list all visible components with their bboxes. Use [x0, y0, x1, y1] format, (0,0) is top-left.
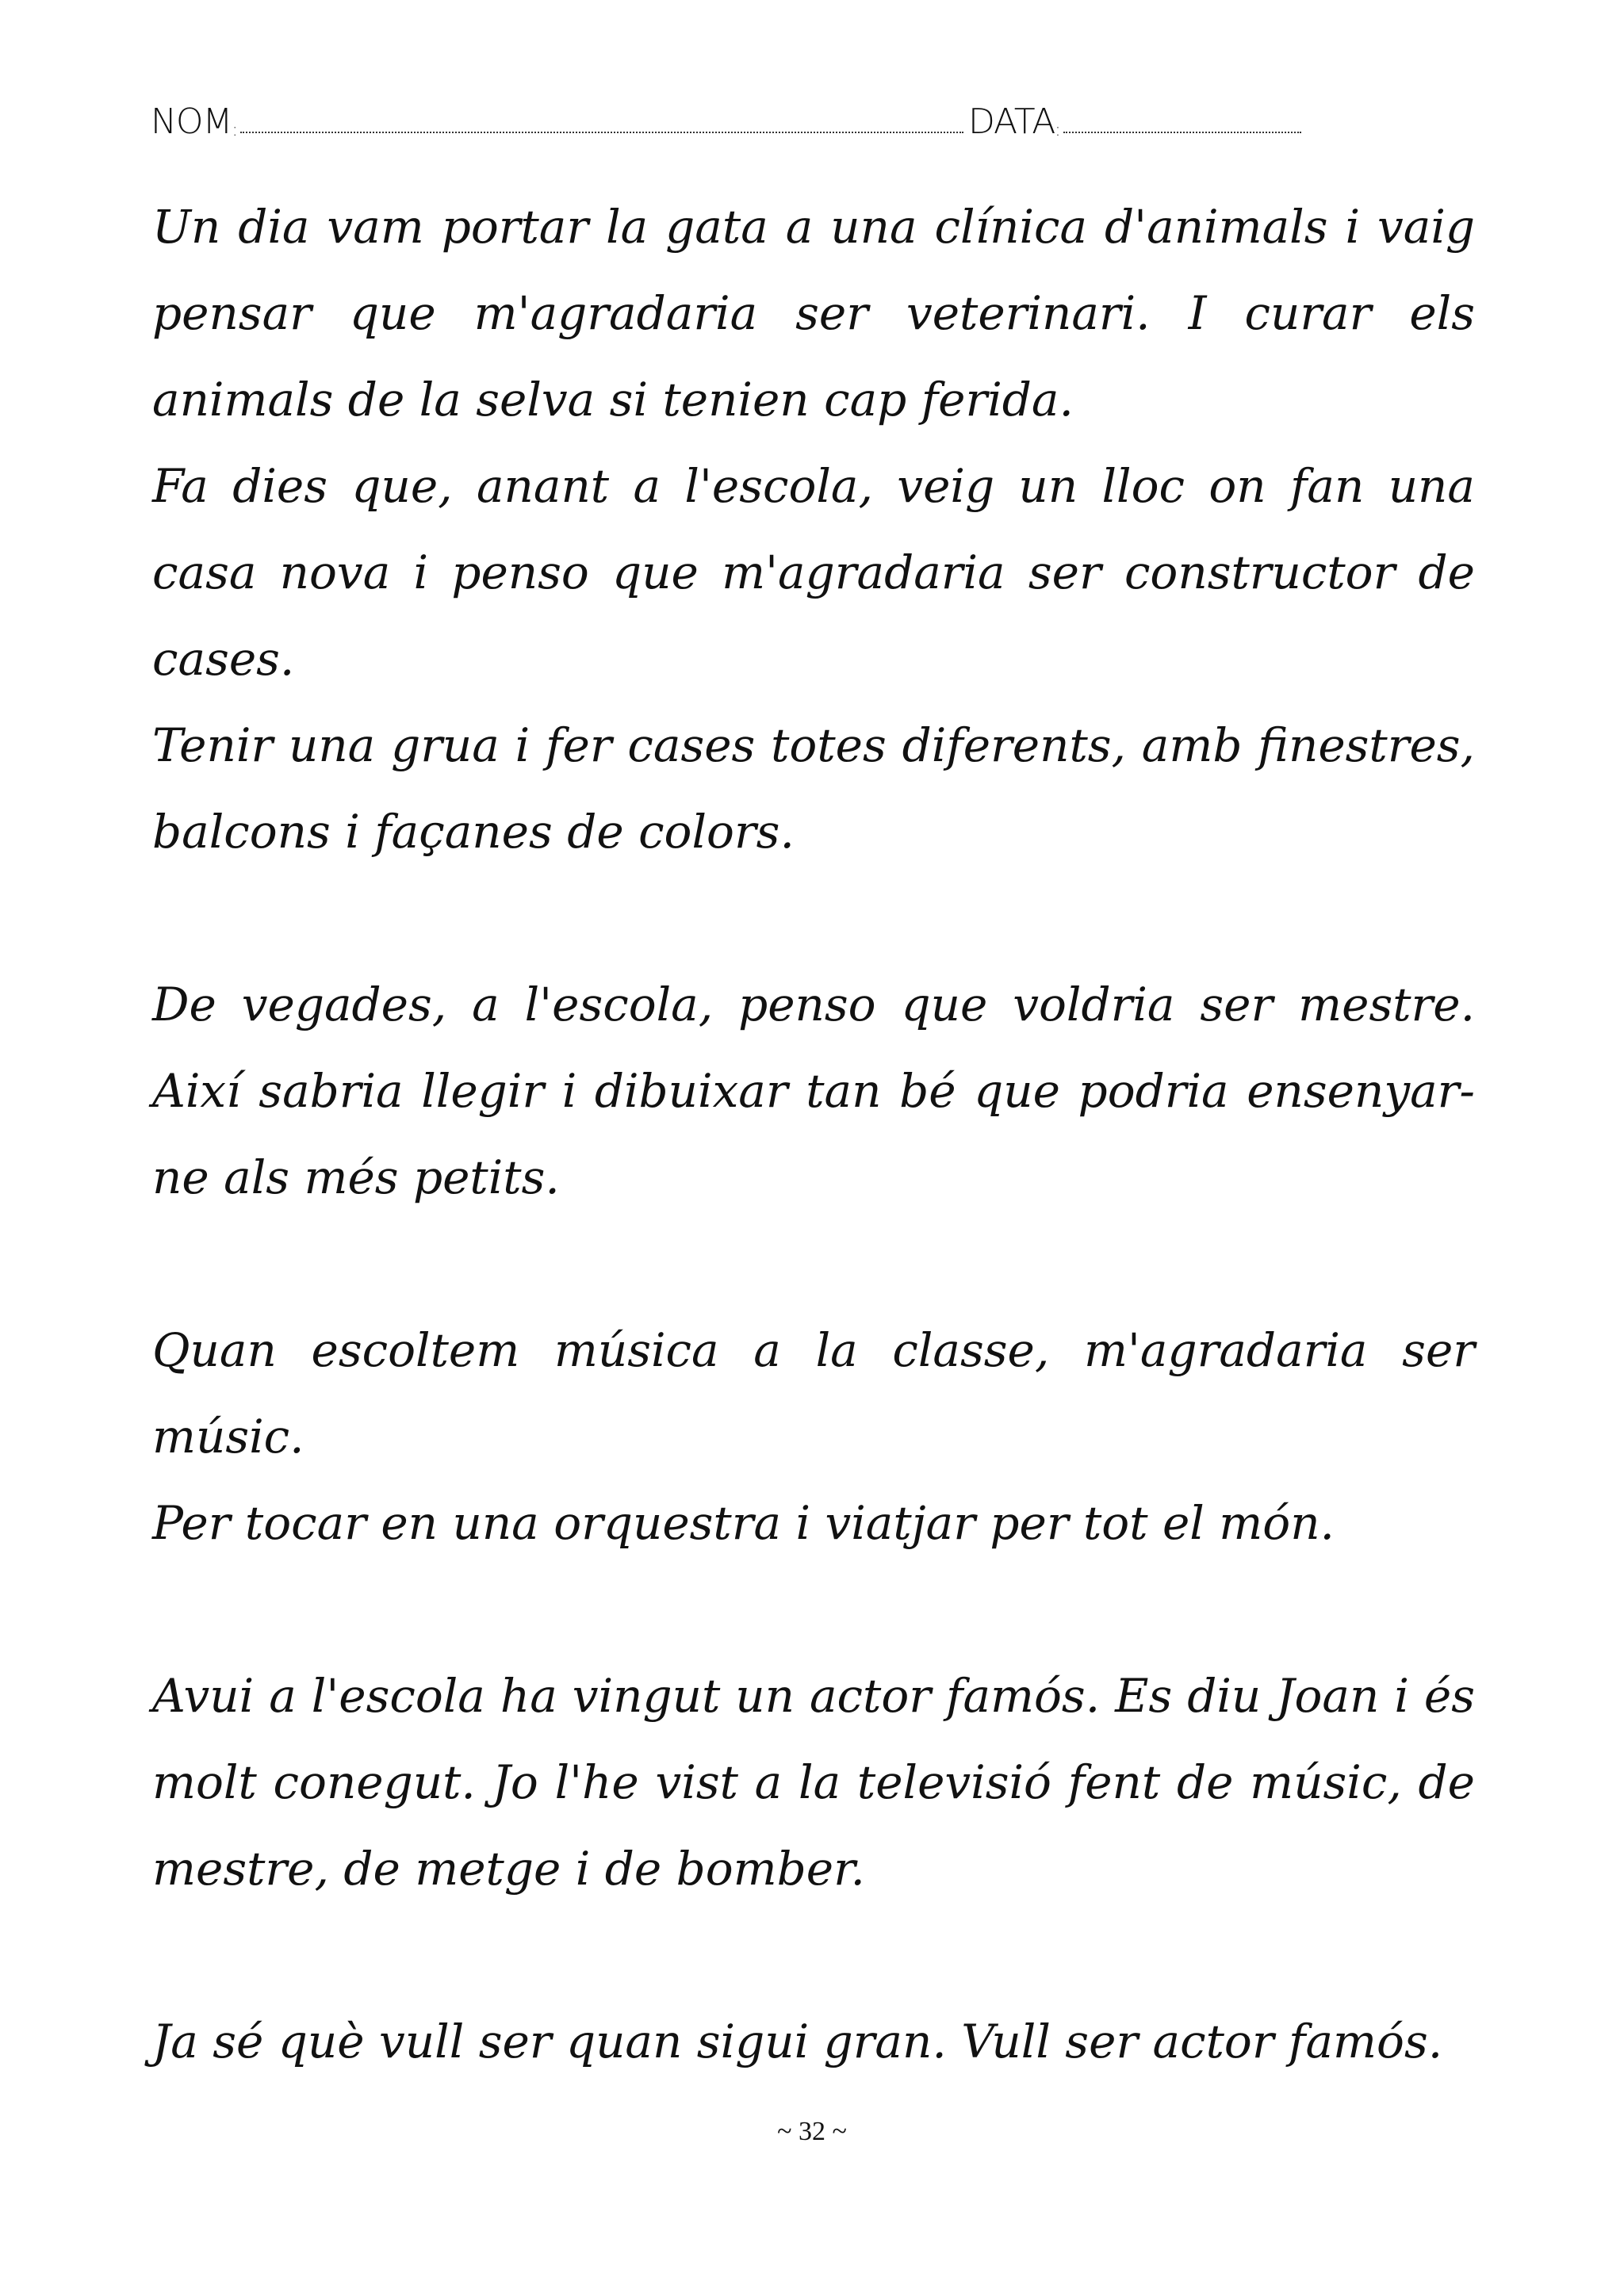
paragraph-conclusion: Ja sé què vull ser quan sigui gran. Vull ser actor famós.	[152, 2015, 1443, 2068]
paragraph-gap	[152, 1221, 1475, 1307]
paragraph-orquestra: Per tocar en una orquestra i viatjar per tot el món.	[152, 1496, 1335, 1550]
name-fill-line[interactable]	[240, 132, 963, 133]
date-label: DATA	[967, 101, 1055, 142]
name-label: NOM	[151, 101, 232, 142]
reading-text	[152, 184, 1475, 2085]
date-colon: :	[1055, 121, 1060, 140]
paragraph-veterinari: Un dia vam portar la gata a una clínica d'animals i vaig pensar que m'agradaria ser veterinari. I curar els animals de la selva si tenien cap ferida.	[152, 200, 1475, 427]
paragraph-gap	[152, 875, 1475, 962]
page-number: ~ 32 ~	[777, 2117, 847, 2146]
paragraph-gap	[152, 1912, 1475, 1999]
paragraph-mestre: De vegades, a l'escola, penso que voldria ser mestre. Així sabria llegir i dibuixar tan bé que podria ensenyar-ne als més petits.	[152, 978, 1475, 1204]
paragraph-gap	[152, 1567, 1475, 1653]
paragraph-music: Quan escoltem música a la classe, m'agradaria ser músic.	[152, 1323, 1475, 1464]
date-fill-line[interactable]	[1063, 132, 1301, 133]
paragraph-grua: Tenir una grua i fer cases totes diferents, amb finestres, balcons i façanes de colors.	[152, 718, 1475, 859]
name-colon: :	[232, 121, 237, 140]
paragraph-actor: Avui a l'escola ha vingut un actor famós. Es diu Joan i és molt conegut. Jo l'he vist a la televisió fent de músic, de mestre, de metge i de bomber.	[152, 1669, 1475, 1896]
header-fields	[151, 92, 1324, 140]
paragraph-constructor: Fa dies que, anant a l'escola, veig un lloc on fan una casa nova i penso que m'agradaria ser constructor de cases.	[152, 459, 1475, 686]
